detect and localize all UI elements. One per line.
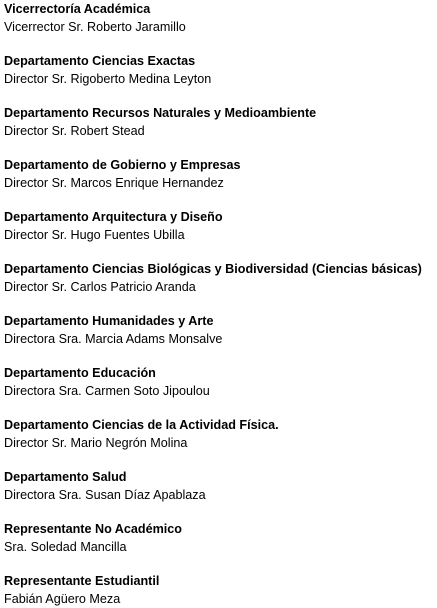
entry-arquitectura-diseno xyxy=(4,208,436,244)
entry-person: Directora Sra. Carmen Soto Jipoulou xyxy=(4,384,210,398)
entry-educacion xyxy=(4,364,436,400)
entry-actividad-fisica xyxy=(4,416,436,452)
entry-title: Departamento de Gobierno y Empresas xyxy=(4,158,241,172)
entry-person: Fabián Agüero Meza xyxy=(4,592,121,606)
entry-representante-no-academico xyxy=(4,520,436,556)
entry-gobierno-empresas xyxy=(4,156,436,192)
entry-salud xyxy=(4,468,436,504)
entry-title: Departamento Educación xyxy=(4,366,156,380)
entry-ciencias-exactas xyxy=(4,52,436,88)
entry-person: Director Sr. Hugo Fuentes Ubilla xyxy=(4,228,185,242)
entry-title: Departamento Salud xyxy=(4,470,127,484)
entry-person: Director Sr. Carlos Patricio Aranda xyxy=(4,280,196,294)
entry-vicerrectoria xyxy=(4,0,436,36)
entry-recursos-naturales xyxy=(4,104,436,140)
entry-title: Departamento Ciencias Biológicas y Biodiversidad (Ciencias básicas) xyxy=(4,262,422,276)
entry-title: Departamento Ciencias Exactas xyxy=(4,54,196,68)
entry-title: Departamento Recursos Naturales y Medioambiente xyxy=(4,106,317,120)
entry-person: Sra. Soledad Mancilla xyxy=(4,540,127,554)
entry-title: Vicerrectoría Académica xyxy=(4,2,151,16)
entry-title: Representante No Académico xyxy=(4,522,182,536)
entry-title: Representante Estudiantil xyxy=(4,574,160,588)
council-members-list xyxy=(4,0,436,608)
entry-title: Departamento Arquitectura y Diseño xyxy=(4,210,223,224)
entry-representante-estudiantil xyxy=(4,572,436,608)
entry-person: Director Sr. Robert Stead xyxy=(4,124,145,138)
entry-humanidades-arte xyxy=(4,312,436,348)
entry-person: Director Sr. Marcos Enrique Hernandez xyxy=(4,176,224,190)
entry-title: Departamento Ciencias de la Actividad Física. xyxy=(4,418,279,432)
entry-ciencias-biologicas xyxy=(4,260,436,296)
entry-person: Directora Sra. Marcia Adams Monsalve xyxy=(4,332,223,346)
entry-person: Director Sr. Rigoberto Medina Leyton xyxy=(4,72,212,86)
entry-title: Departamento Humanidades y Arte xyxy=(4,314,214,328)
entry-person: Vicerrector Sr. Roberto Jaramillo xyxy=(4,20,186,34)
entry-person: Directora Sra. Susan Díaz Apablaza xyxy=(4,488,206,502)
entry-person: Director Sr. Mario Negrón Molina xyxy=(4,436,188,450)
